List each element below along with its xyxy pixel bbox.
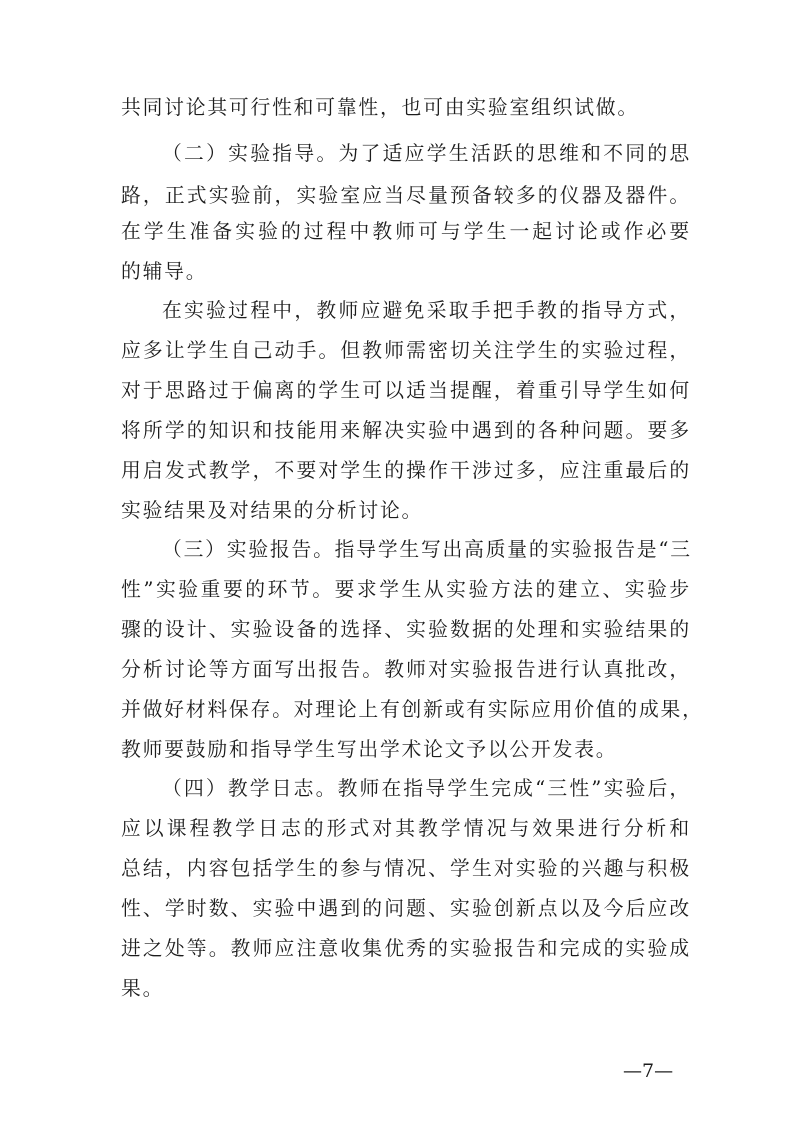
text-line-19: 应以课程教学日志的形式对其教学情况与效果进行分析和	[121, 817, 691, 840]
text-line-22: 进之处等。教师应注意收集优秀的实验报告和完成的实验成	[121, 937, 691, 960]
text-line-15: 分析讨论等方面写出报告。教师对实验报告进行认真批改，	[121, 658, 691, 681]
text-line-9: 将所学的知识和技能用来解决实验中遇到的各种问题。要多	[121, 419, 691, 442]
text-line-2: （二）实验指导。为了适应学生活跃的思维和不同的思	[162, 142, 691, 165]
text-line-10: 用启发式教学，不要对学生的操作干涉过多，应注重最后的	[121, 459, 691, 482]
text-line-23: 果。	[121, 977, 165, 1000]
text-line-1: 共同讨论其可行性和可靠性，也可由实验室组织试做。	[121, 96, 639, 119]
text-line-20: 总结，内容包括学生的参与情况、学生对实验的兴趣与积极	[121, 857, 691, 880]
text-line-6: 在实验过程中，教师应避免采取手把手教的指导方式，	[162, 299, 691, 322]
text-line-16: 并做好材料保存。对理论上有创新或有实际应用价值的成果，	[121, 698, 704, 721]
text-line-13: 性”实验重要的环节。要求学生从实验方法的建立、实验步	[121, 578, 691, 601]
text-line-5: 的辅导。	[121, 260, 208, 283]
text-line-21: 性、学时数、实验中遇到的问题、实验创新点以及今后应改	[121, 897, 691, 920]
page-number: —7—	[623, 1060, 674, 1082]
text-line-3: 路，正式实验前，实验室应当尽量预备较多的仪器及器件。	[121, 184, 691, 207]
text-line-8: 对于思路过于偏离的学生可以适当提醒，着重引导学生如何	[121, 379, 691, 402]
text-line-11: 实验结果及对结果的分析讨论。	[121, 499, 424, 522]
text-line-14: 骤的设计、实验设备的选择、实验数据的处理和实验结果的	[121, 618, 691, 641]
text-line-17: 教师要鼓励和指导学生写出学术论文予以公开发表。	[121, 738, 618, 761]
text-line-4: 在学生准备实验的过程中教师可与学生一起讨论或作必要	[121, 220, 691, 243]
text-line-7: 应多让学生自己动手。但教师需密切关注学生的实验过程，	[121, 339, 691, 362]
text-line-18: （四）教学日志。教师在指导学生完成“三性”实验后，	[162, 777, 691, 800]
text-line-12: （三）实验报告。指导学生写出高质量的实验报告是“三	[162, 538, 692, 561]
